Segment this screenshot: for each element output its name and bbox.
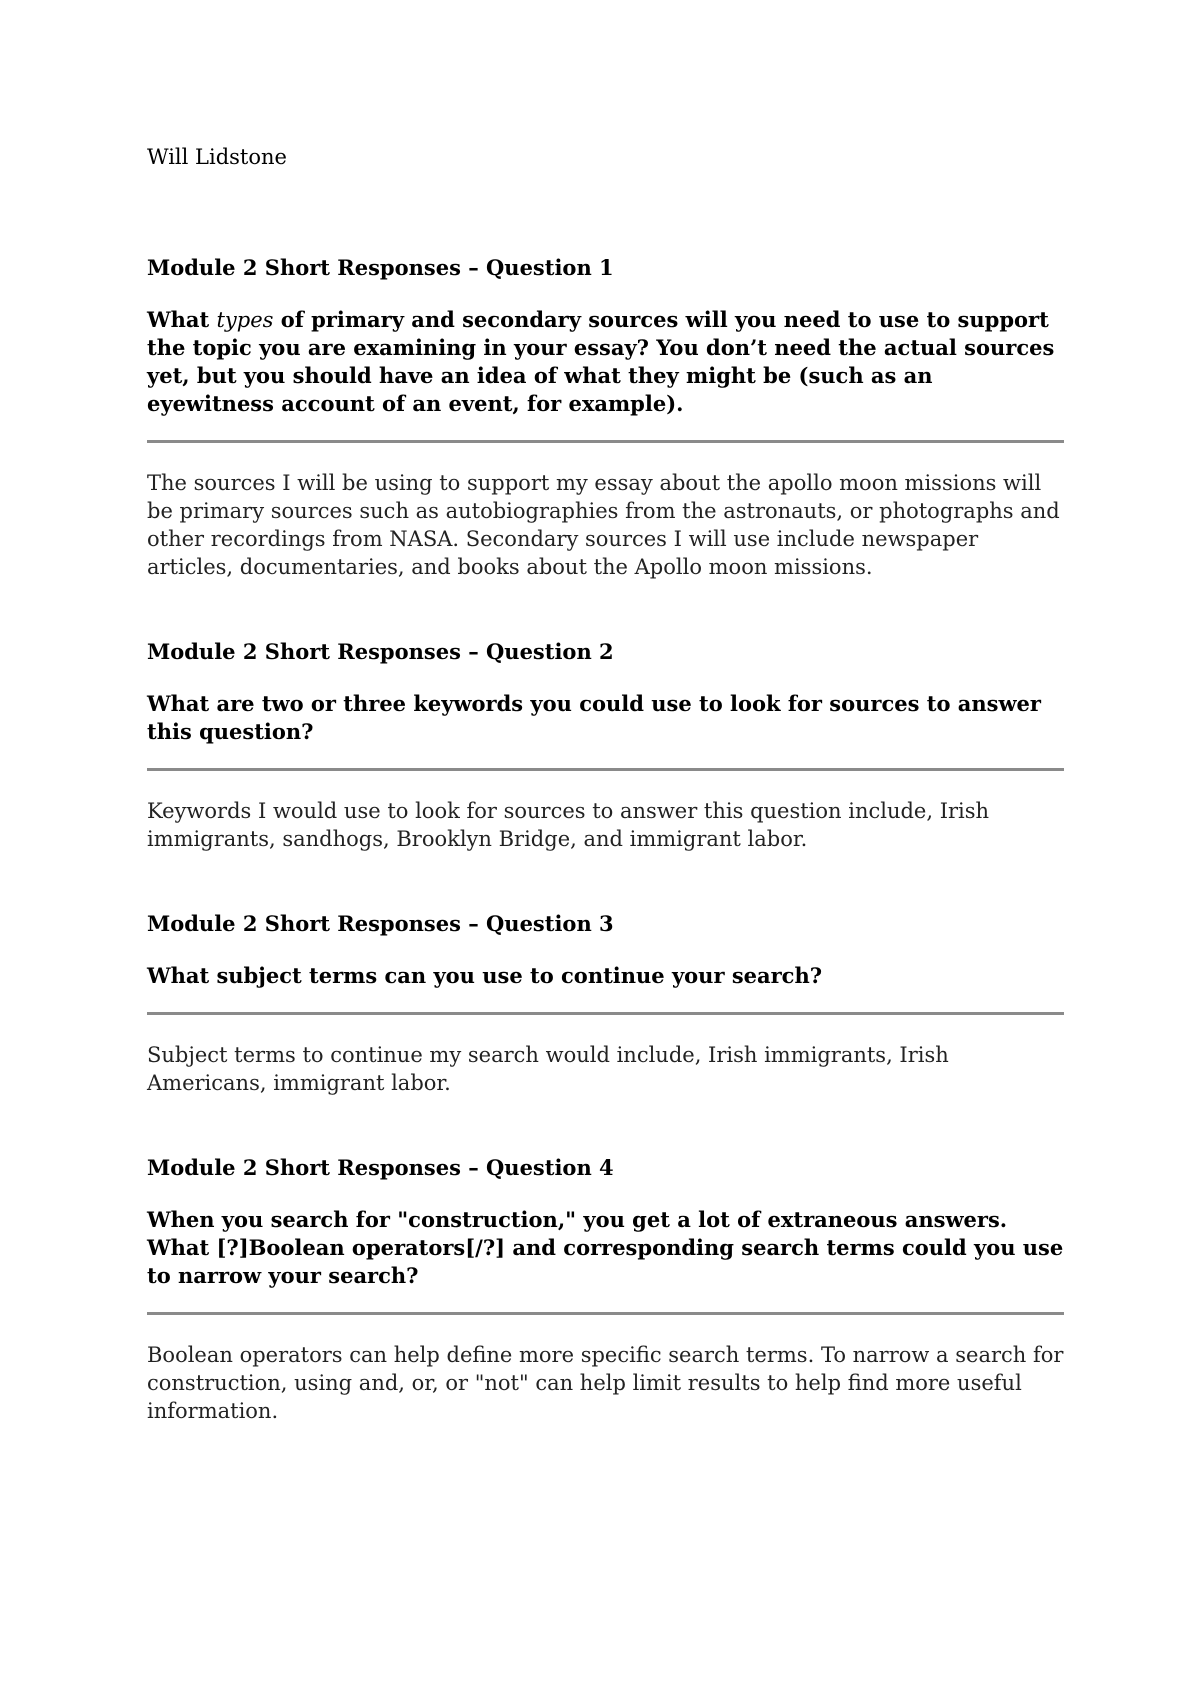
author-name: Will Lidstone (147, 145, 287, 169)
section-title: Module 2 Short Responses – Question 4 (147, 1155, 614, 1180)
divider-rule (147, 768, 1064, 771)
answer-text: Subject terms to continue my search would include, Irish immigrants, Irish Americans, immigrant labor. (147, 1043, 949, 1095)
question-text: What subject terms can you use to continue your search? (147, 963, 823, 988)
section-question-3 (147, 910, 1064, 1097)
divider-rule (147, 1312, 1064, 1315)
question-text: What are two or three keywords you could use to look for sources to answer this question? (147, 691, 1041, 744)
question-emphasis: types (216, 308, 274, 332)
question-text: When you search for "construction," you get a lot of extraneous answers. What [?]Boolean operators[/?] and corresponding search terms could you use to narrow your search? (147, 1207, 1064, 1288)
question-text (147, 306, 1064, 418)
section-title: Module 2 Short Responses – Question 1 (147, 255, 614, 280)
answer-text: The sources I will be using to support my essay about the apollo moon missions will be primary sources such as autobiographies from the astronauts, or photographs and other recordings from NASA. Secondary sources I will use include newspaper articles, documentaries, and books about the Apollo moon missions. (147, 471, 1060, 579)
answer-text: Boolean operators can help define more specific search terms. To narrow a search for construction, using and, or, or "not" can help limit results to help find more useful information. (147, 1343, 1064, 1423)
section-title: Module 2 Short Responses – Question 3 (147, 911, 614, 936)
question-text-end: of primary and secondary sources will you need to use to support the topic you are examining in your essay? You don’t need the actual sources yet, but you should have an idea of what they might be (such as an eyewitness account of an event, for example). (147, 307, 1055, 416)
divider-rule (147, 1012, 1064, 1015)
section-question-2 (147, 638, 1064, 853)
question-text-start: What (147, 307, 217, 332)
divider-rule (147, 440, 1064, 443)
answer-text: Keywords I would use to look for sources to answer this question include, Irish immigrants, sandhogs, Brooklyn Bridge, and immigrant labor. (147, 799, 990, 851)
section-question-4 (147, 1154, 1064, 1425)
section-title: Module 2 Short Responses – Question 2 (147, 639, 614, 664)
document-page (147, 143, 1064, 1425)
section-question-1 (147, 254, 1064, 581)
